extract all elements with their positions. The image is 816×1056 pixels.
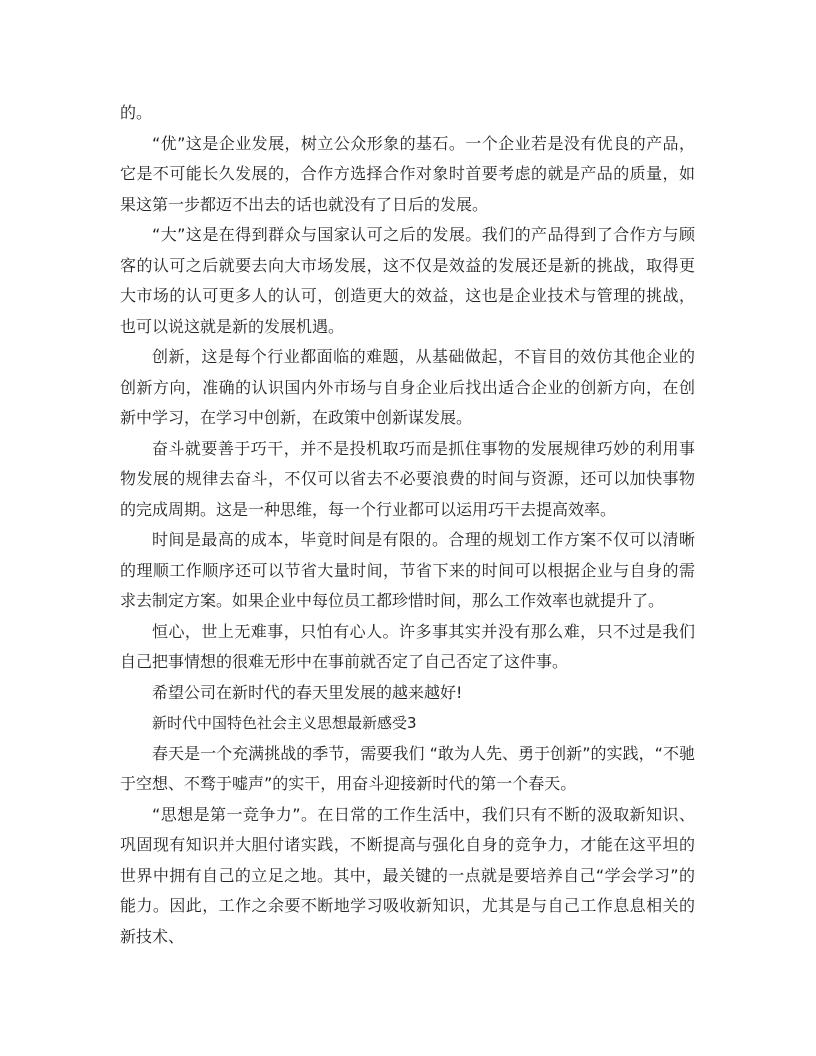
paragraph-perseverance: 恒心，世上无难事，只怕有心人。许多事其实并没有那么难，只不过是我们自己把事情想的很难无形中在事前就否定了自己否定了这件事。 xyxy=(120,621,695,671)
paragraph-spring: 春天是一个充满挑战的季节，需要我们 “敢为人先、勇于创新”的实践，“不驰于空想、不骛于嘘声”的实干，用奋斗迎接新时代的第一个春天。 xyxy=(120,743,695,793)
paragraph-continuation: 的。 xyxy=(120,103,153,122)
document-body xyxy=(120,98,695,952)
section-title: 新时代中国特色社会主义思想最新感受3 xyxy=(152,714,417,732)
paragraph-struggle: 奋斗就要善于巧干，并不是投机取巧而是抓住事物的发展规律巧妙的利用事物发展的规律去奋斗，不仅可以省去不必要浪费的时间与资源，还可以加快事物的完成周期。这是一种思维，每一个行业都可以运用巧干去提高效率。 xyxy=(120,438,695,519)
paragraph-time: 时间是最高的成本，毕竟时间是有限的。合理的规划工作方案不仅可以清晰的理顺工作顺序还可以节省大量时间，节省下来的时间可以根据企业与自身的需求去制定方案。如果企业中每位员工都珍惜时间，那么工作效率也就提升了。 xyxy=(120,530,695,610)
paragraph-thought: “思想是第一竞争力”。在日常的工作生活中，我们只有不断的汲取新知识、巩固现有知识并大胆付诸实践，不断提高与强化自身的竞争力，才能在这平坦的世界中拥有自己的立足之地。其中，最关键的一点就是要培养自己“学会学习”的能力。因此，工作之余要不断地学习吸收新知识，尤其是与自己工作息息相关的新技术、 xyxy=(120,804,695,946)
paragraph-you: “优”这是企业发展，树立公众形象的基石。一个企业若是没有优良的产品，它是不可能长久发展的，合作方选择合作对象时首要考虑的就是产品的质量，如果这第一步都迈不出去的话也就没有了日后的发展。 xyxy=(120,133,695,214)
paragraph-wish: 希望公司在新时代的春天里发展的越来越好! xyxy=(152,682,463,702)
paragraph-da: “大”这是在得到群众与国家认可之后的发展。我们的产品得到了合作方与顾客的认可之后就要去向大市场发展，这不仅是效益的发展还是新的挑战，取得更大市场的认可更多人的认可，创造更大的效益，这也是企业技术与管理的挑战，也可以说这就是新的发展机遇。 xyxy=(120,225,695,336)
paragraph-innovation: 创新，这是每个行业都面临的难题，从基础做起，不盲目的效仿其他企业的创新方向，准确的认识国内外市场与自身企业后找出适合企业的创新方向，在创新中学习，在学习中创新，在政策中创新谋发展。 xyxy=(120,347,695,427)
